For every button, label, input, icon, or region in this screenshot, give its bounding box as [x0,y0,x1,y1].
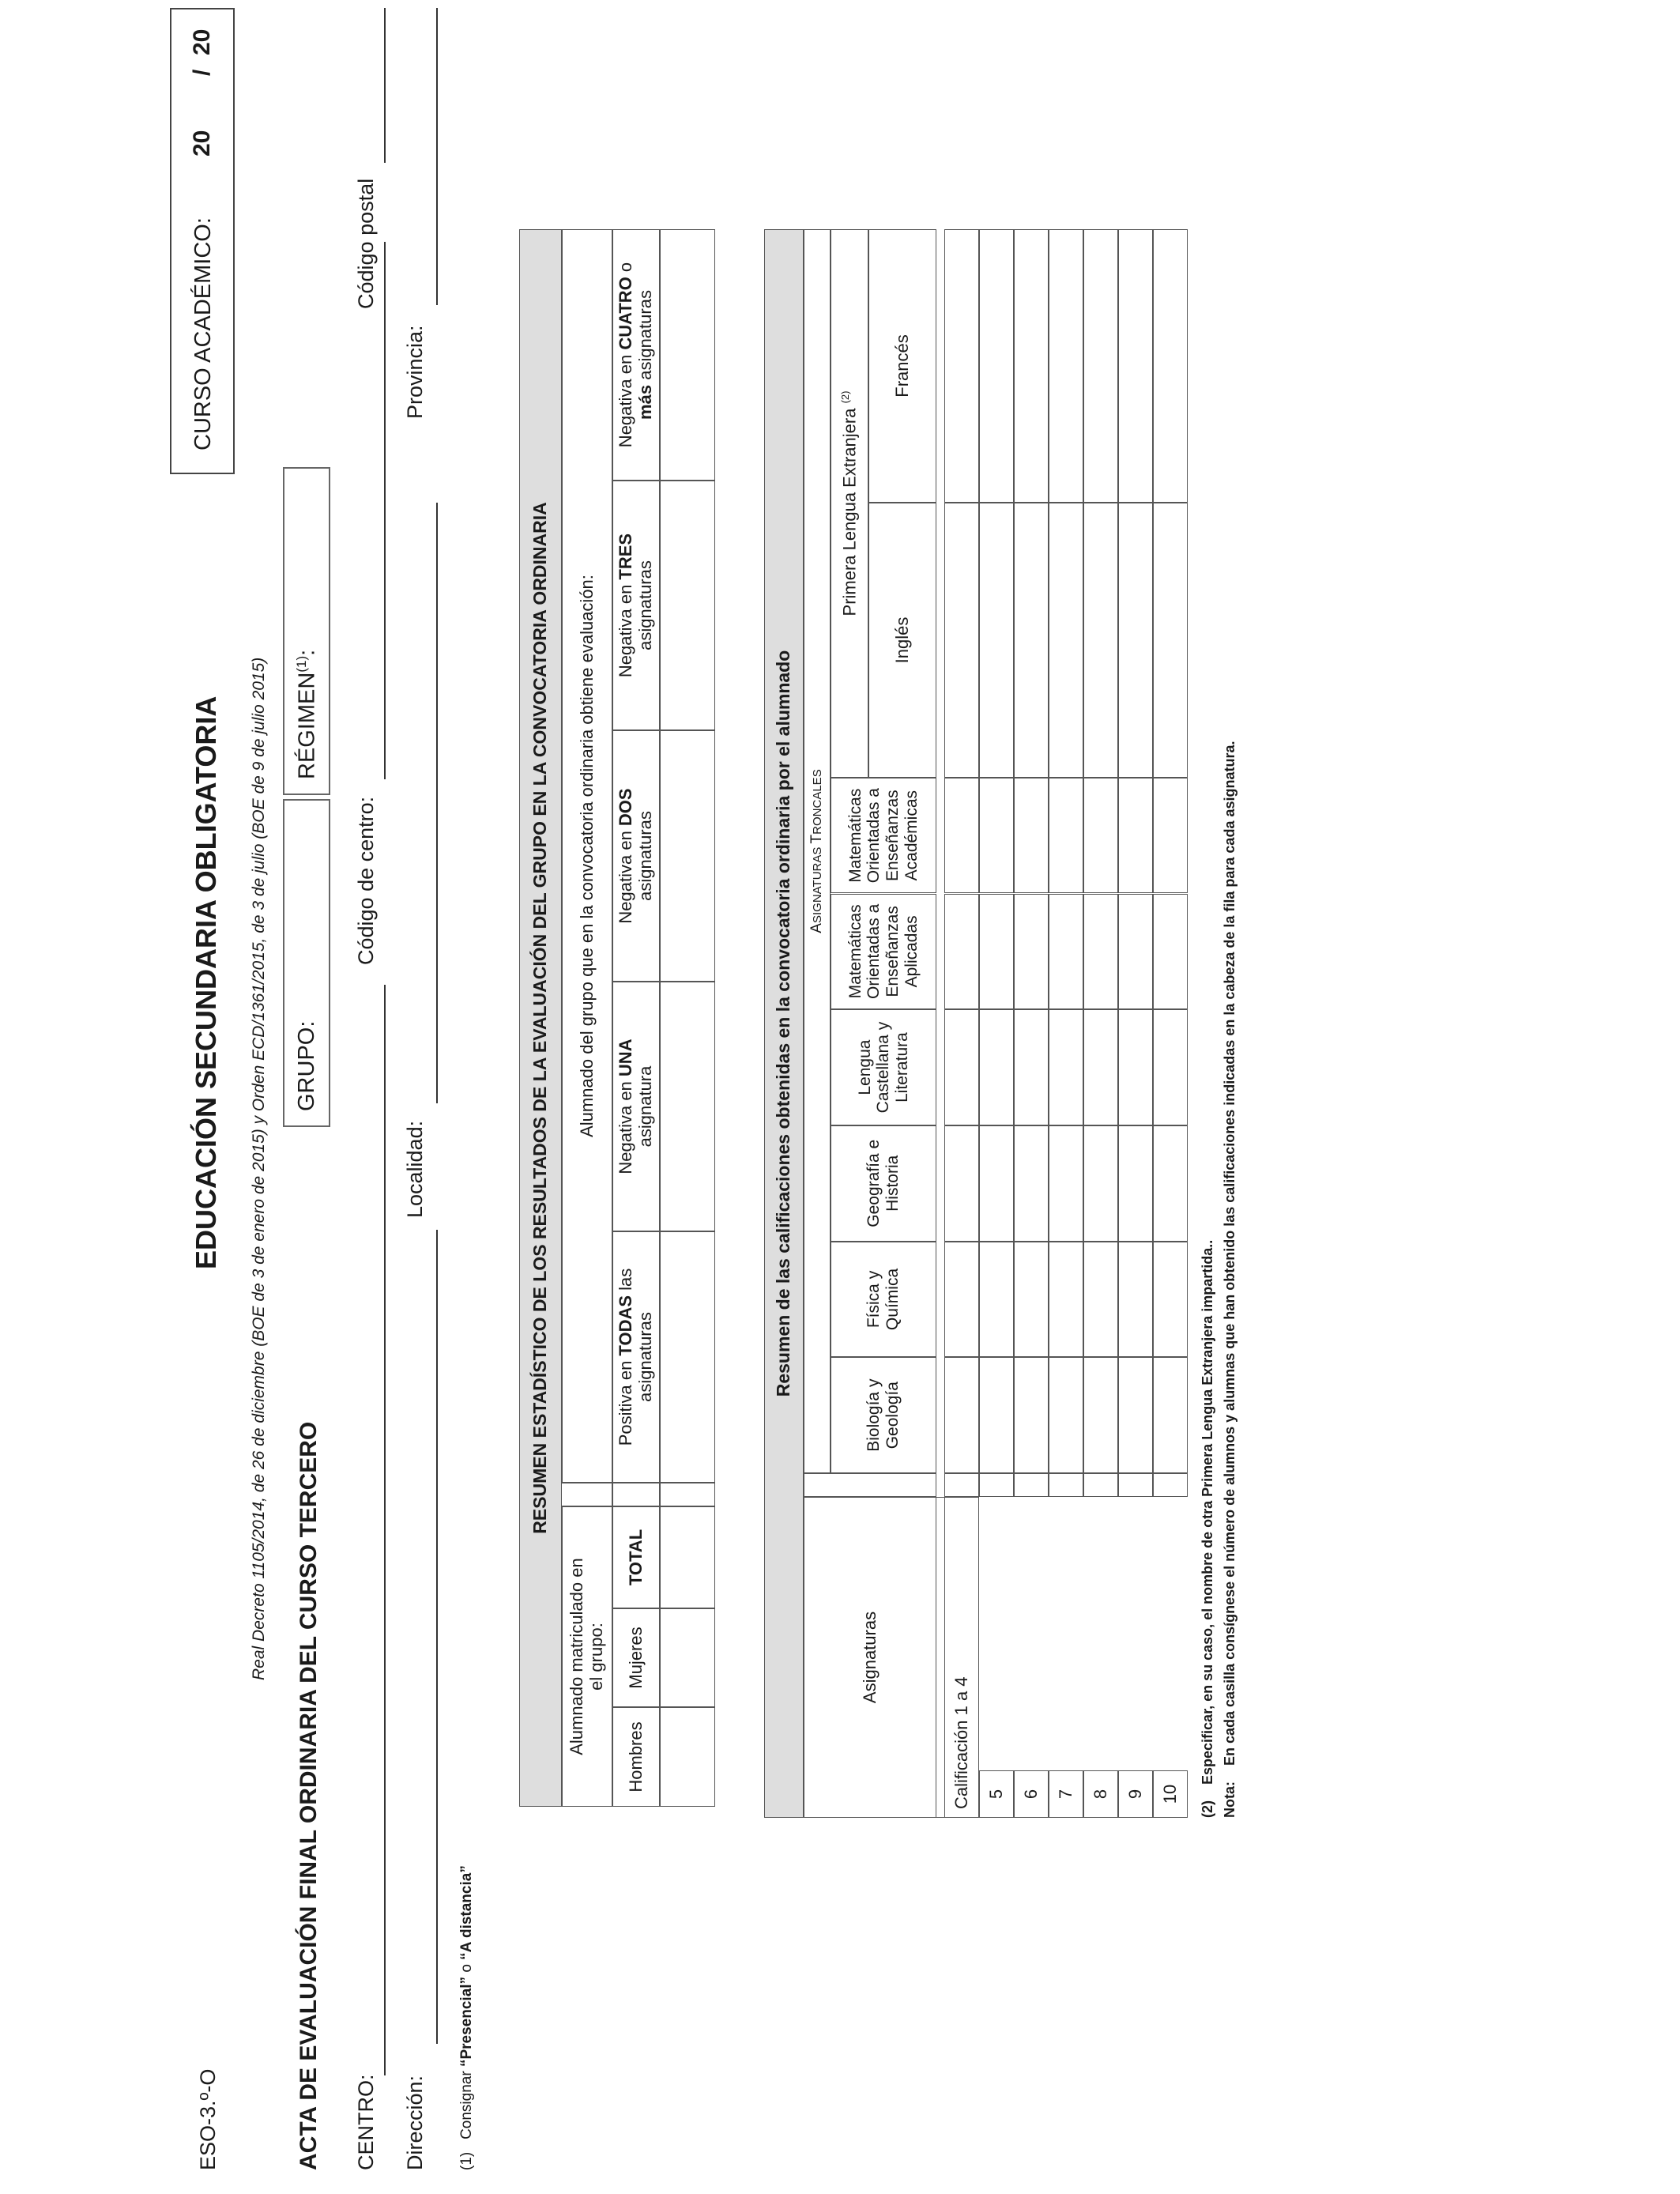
grade-cell[interactable] [1083,1357,1118,1473]
stats-col-cuatro: Negativa en CUATRO o más asignaturas [612,229,660,481]
grade-cell[interactable] [979,1009,1014,1125]
grade-cell[interactable] [1049,1357,1083,1473]
grade-cell[interactable] [1153,1009,1188,1125]
centro-line[interactable] [384,985,386,2075]
grade-cell[interactable] [1083,1242,1118,1358]
grade-cell[interactable] [1118,1357,1153,1473]
grade-cell[interactable] [979,1125,1014,1242]
grade-cell[interactable] [1083,1125,1118,1242]
grupo-box[interactable] [283,799,330,1127]
grade-cell[interactable] [1118,1125,1153,1242]
grade-cell[interactable] [1014,1357,1049,1473]
grade-cell[interactable] [979,1242,1014,1358]
stats-col-hombres: Hombres [612,1707,660,1807]
grade-cell[interactable] [1014,1242,1049,1358]
codigo-postal-label: Código postal [354,178,378,309]
grade-cell[interactable] [1118,1009,1153,1125]
stats-col-total: TOTAL [612,1506,660,1608]
grade-row-label: 7 [1049,1770,1083,1818]
academic-year-start: 20 [189,130,215,156]
grade-row-spacer [1118,1473,1153,1497]
grade-row-spacer [1153,1473,1188,1497]
grade-cell[interactable] [1083,894,1118,1010]
grade-cell[interactable] [1083,778,1118,894]
grade-row-spacer [1049,1473,1083,1497]
grade-cell[interactable] [944,1242,979,1358]
grade-cell[interactable] [944,229,979,503]
grade-cell[interactable] [1083,503,1118,778]
act-title: ACTA DE EVALUACIÓN FINAL ORDINARIA DEL CURSO TERCERO [296,1421,322,2170]
grades-col-spacer [804,1473,936,1497]
foreign-ingles-header: Inglés [868,503,936,778]
academic-year-label: CURSO ACADÉMICO: [190,217,216,450]
grade-cell[interactable] [1014,778,1049,894]
stats-value-todas[interactable] [660,1231,715,1483]
grade-row-label-filler [979,1497,1014,1770]
provincia-line[interactable] [436,8,438,305]
regimen-label: RÉGIMEN$^{(1)}$: [294,649,320,779]
subject-header-2: Geografía e Historia [831,1125,936,1242]
regimen-box[interactable] [283,467,330,795]
stats-value-mujeres[interactable] [660,1608,715,1707]
grades-note: Nota: En cada casilla consígnese el número de alumnos y alumnas que han obtenido las calificaciones indicadas en la cabeza de la fila para cada asignatura. [1222,741,1237,1818]
provincia-label: Provincia: [403,325,427,419]
grade-row-spacer [1083,1473,1118,1497]
grade-cell[interactable] [1014,503,1049,778]
grade-row-label-filler [1118,1497,1153,1770]
grade-cell[interactable] [979,229,1014,503]
stats-spacer [562,1483,612,1506]
grade-cell[interactable] [944,1357,979,1473]
grade-row-label: 5 [979,1770,1014,1818]
grade-cell[interactable] [944,1009,979,1125]
grade-cell[interactable] [1118,503,1153,778]
subject-header-1: Física y Química [831,1242,936,1358]
direccion-label: Dirección: [403,2075,427,2170]
stats-col-spacer [612,1483,660,1506]
stats-value-cuatro[interactable] [660,229,715,481]
grade-row-spacer [1014,1473,1049,1497]
academic-year-sep: / [189,69,215,76]
stats-col-una: Negativa en UNA asignatura [612,982,660,1231]
stats-value-dos[interactable] [660,730,715,982]
centro-label: CENTRO: [354,2074,378,2170]
grade-cell[interactable] [1083,1009,1118,1125]
grade-cell[interactable] [1083,229,1118,503]
stats-value-hombres[interactable] [660,1707,715,1807]
grade-cell[interactable] [1049,894,1083,1010]
grade-cell[interactable] [1118,894,1153,1010]
stats-title: RESUMEN ESTADÍSTICO DE LOS RESULTADOS DE LA EVALUACIÓN DEL GRUPO EN LA CONVOCATORIA ORDINARIA [519,229,562,1807]
grade-row-label: 6 [1014,1770,1049,1818]
grupo-label: GRUPO: [294,1020,319,1111]
grade-row-label: 8 [1083,1770,1118,1818]
footnote-2: (2) Especificar, en su caso, el nombre de otra Primera Lengua Extranjera impartida.. [1200,1239,1215,1818]
foreign-language-header: Primera Lengua Extranjera $^{(2)}$ [831,229,868,778]
stats-eval-header: Alumnado del grupo que en la convocatoria ordinaria obtiene evaluación: [562,229,612,1483]
grade-cell[interactable] [1014,1009,1049,1125]
grade-cell[interactable] [1049,229,1083,503]
grades-gap-left [936,1497,944,1818]
stats-value-tres[interactable] [660,481,715,730]
grade-cell[interactable] [979,1357,1014,1473]
footnote-1: (1) Consignar “Presencial” o “A distancia” [458,1865,475,2170]
grade-row-spacer [944,1473,979,1497]
grade-cell[interactable] [1153,229,1188,503]
subject-header-3: Lengua Castellana y Literatura [831,1009,936,1125]
grade-row-label-filler [1014,1497,1049,1770]
academic-year-end: 20 [189,28,215,55]
grades-title: Resumen de las calificaciones obtenidas en la convocatoria ordinaria por el alumnado [764,229,804,1818]
grades-subjects-label: Asignaturas [804,1497,936,1818]
stats-col-dos: Negativa en DOS asignaturas [612,730,660,982]
subject-header-5: Matemáticas Orientadas a Enseñanzas Académicas [831,778,936,894]
stats-value-spacer [660,1483,715,1506]
grade-cell[interactable] [979,778,1014,894]
troncales-header: ASIGNATURAS TRONCALES [804,229,831,1473]
grade-row-label-filler [1083,1497,1118,1770]
grade-cell[interactable] [1153,778,1188,894]
grade-cell[interactable] [979,503,1014,778]
grade-cell[interactable] [944,894,979,1010]
grade-cell[interactable] [1014,894,1049,1010]
grade-row-label: 9 [1118,1770,1153,1818]
academic-year-box [170,8,235,474]
codigo-postal-line[interactable] [384,8,386,163]
grade-cell[interactable] [1049,1125,1083,1242]
grade-cell[interactable] [1118,778,1153,894]
grade-row-label: 10 [1153,1770,1188,1818]
direccion-line[interactable] [436,1230,438,2044]
grade-cell[interactable] [944,503,979,778]
stats-enrolled-header: Alumnado matriculado en el grupo: [562,1506,612,1807]
stats-col-tres: Negativa en TRES asignaturas [612,481,660,730]
form-code: ESO-3.º-O [196,2068,220,2170]
subject-header-4: Matemáticas Orientadas a Enseñanzas Aplicadas [831,894,936,1010]
grade-row-label-filler [1049,1497,1083,1770]
grade-cell[interactable] [1153,894,1188,1010]
stats-col-mujeres: Mujeres [612,1608,660,1707]
localidad-line[interactable] [436,503,438,1103]
grade-cell[interactable] [1153,1357,1188,1473]
grade-cell[interactable] [1118,229,1153,503]
localidad-label: Localidad: [403,1120,427,1218]
stats-value-total[interactable] [660,1506,715,1608]
grade-cell[interactable] [1049,1009,1083,1125]
grade-cell[interactable] [1014,229,1049,503]
grade-row-label: Calificación 1 a 4 [944,1497,979,1818]
stats-col-todas: Positiva en TODAS las asignaturas [612,1231,660,1483]
grade-cell[interactable] [1153,1242,1188,1358]
grade-cell[interactable] [1049,1242,1083,1358]
grade-cell[interactable] [1049,778,1083,894]
grade-cell[interactable] [979,894,1014,1010]
grade-cell[interactable] [1014,1125,1049,1242]
subject-header-0: Biología y Geología [831,1357,936,1473]
grade-row-spacer [979,1473,1014,1497]
stats-value-una[interactable] [660,982,715,1231]
foreign-frances-header: Francés [868,229,936,503]
grade-cell[interactable] [1153,1125,1188,1242]
grade-cell[interactable] [1153,503,1188,778]
codigo-centro-line[interactable] [384,242,386,779]
codigo-centro-label: Código de centro: [354,796,378,965]
grade-cell[interactable] [944,1125,979,1242]
grade-cell[interactable] [944,778,979,894]
document-title: EDUCACIÓN SECUNDARIA OBLIGATORIA [190,696,222,1269]
grade-row-label-filler [1153,1497,1188,1770]
grade-cell[interactable] [1049,503,1083,778]
legal-reference: Real Decreto 1105/2014, de 26 de diciembre (BOE de 3 de enero de 2015) y Orden ECD/1361/2015, de 3 de julio (BOE de 9 de julio 2015) [250,657,268,1680]
grade-cell[interactable] [1118,1242,1153,1358]
